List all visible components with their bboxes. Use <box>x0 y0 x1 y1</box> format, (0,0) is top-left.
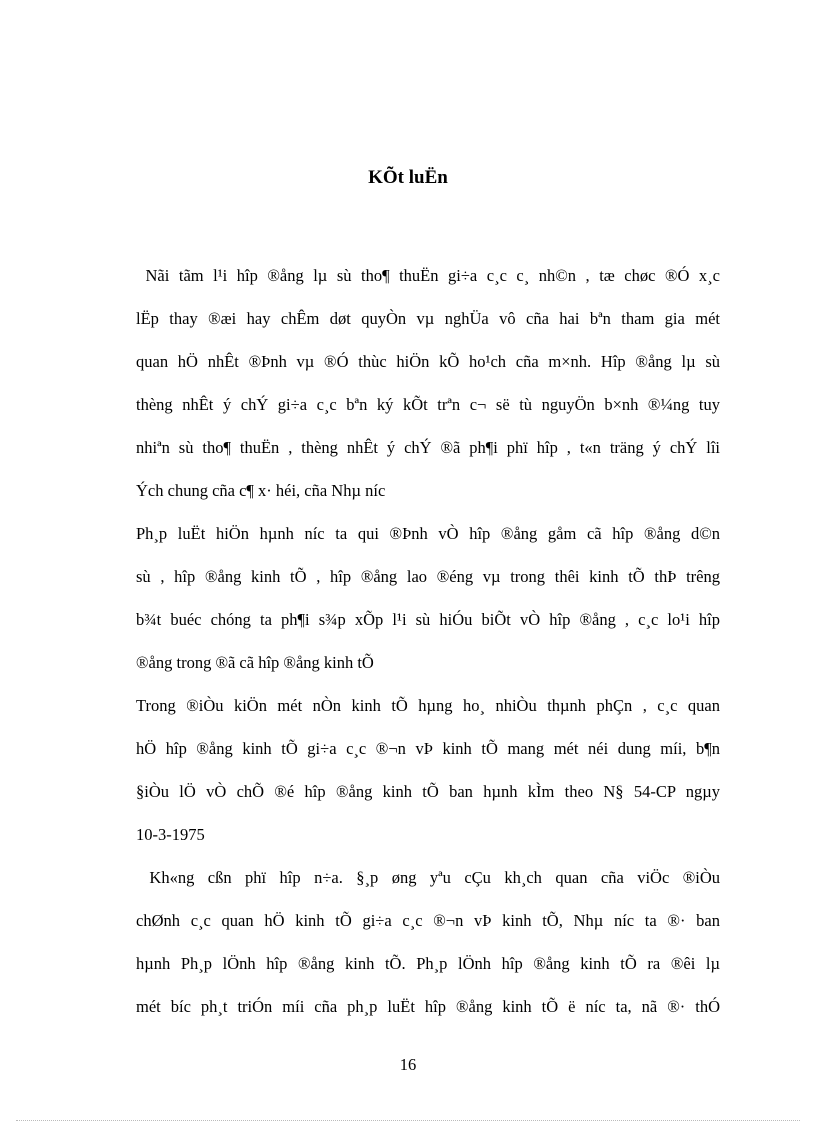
body-line-15: Kh«ng cßn phï hîp n÷a. §¸p øng yªu cÇu kh¸ch quan cña viÖc ®iÒu <box>136 868 720 887</box>
body-line-18: mét bíc ph¸t triÓn míi cña ph¸p luËt hîp ®ång kinh tÕ ë níc ta, nã ®· thÓ <box>136 997 720 1016</box>
body-line-8: sù , hîp ®ång kinh tÕ , hîp ®ång lao ®éng vµ trong thêi kinh tÕ thÞ trêng <box>136 567 720 586</box>
page-bottom-divider <box>16 1120 800 1121</box>
body-line-16: chØnh c¸c quan hÖ kinh tÕ gi÷a c¸c ®¬n vÞ kinh tÕ, Nhµ níc ta ®· ban <box>136 911 720 930</box>
body-line-12: hÖ hîp ®ång kinh tÕ gi÷a c¸c ®¬n vÞ kinh tÕ mang mét néi dung míi, b¶n <box>136 739 720 758</box>
body-line-6: Ých chung cña c¶ x· héi, cña Nhµ níc <box>136 481 386 500</box>
page-title: KÕt luËn <box>368 167 448 188</box>
body-line-17: hµnh Ph¸p lÖnh hîp ®ång kinh tÕ. Ph¸p lÖnh hîp ®ång kinh tÕ ra ®êi lµ <box>136 954 720 973</box>
body-line-9: b¾t buéc chóng ta ph¶i s¾p xÕp l¹i sù hiÓu biÕt vÒ hîp ®ång , c¸c lo¹i hîp <box>136 610 720 629</box>
body-line-11: Trong ®iÒu kiÖn mét nÒn kinh tÕ hµng ho¸ nhiÒu thµnh phÇn , c¸c quan <box>136 696 720 715</box>
body-line-1: Nãi tãm l¹i hîp ®ång lµ sù tho¶ thuËn gi÷a c¸c c¸ nh©n , tæ chøc ®Ó x¸c <box>136 266 720 285</box>
body-line-13: §iÒu lÖ vÒ chÕ ®é hîp ®ång kinh tÕ ban hµnh kÌm theo N§ 54-CP ngµy <box>136 782 720 801</box>
body-line-2: lËp thay ®æi hay chÊm døt quyÒn vµ nghÜa vô cña hai bªn tham gia mét <box>136 309 720 328</box>
page-number: 16 <box>399 1055 417 1074</box>
body-line-14: 10-3-1975 <box>136 825 205 844</box>
body-line-10: ®ång trong ®ã cã hîp ®ång kinh tÕ <box>136 653 374 672</box>
body-line-7: Ph¸p luËt hiÖn hµnh níc ta qui ®Þnh vÒ hîp ®ång gåm cã hîp ®ång d©n <box>136 524 720 543</box>
body-line-3: quan hÖ nhÊt ®Þnh vµ ®Ó thùc hiÖn kÕ ho¹ch cña m×nh. Hîp ®ång lµ sù <box>136 352 720 371</box>
body-line-4: thèng nhÊt ý chÝ gi÷a c¸c bªn ký kÕt trªn c¬ së tù nguyÖn b×nh ®¼ng tuy <box>136 395 720 414</box>
body-line-5: nhiªn sù tho¶ thuËn , thèng nhÊt ý chÝ ®ã ph¶i phï hîp , t«n träng ý chÝ lîi <box>136 438 720 457</box>
